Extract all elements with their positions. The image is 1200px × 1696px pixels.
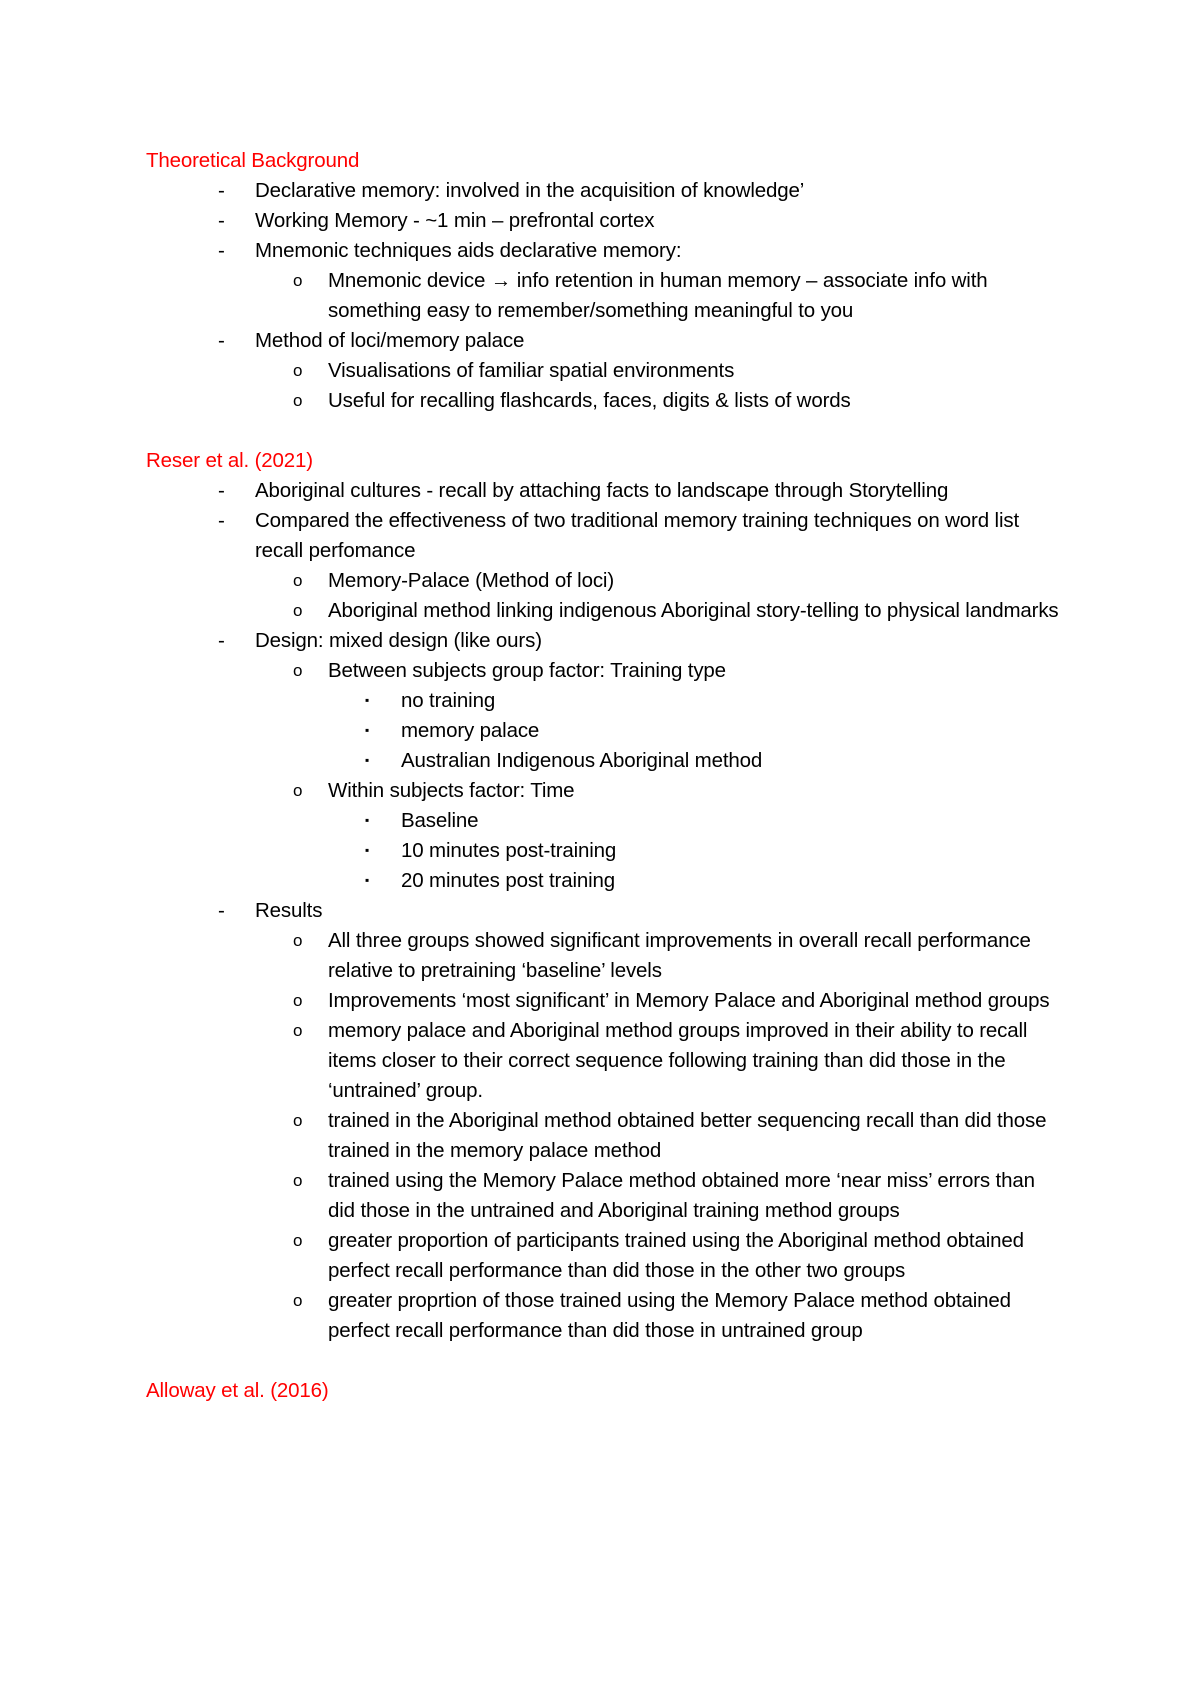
- dash-bullet: -: [218, 209, 225, 232]
- circle-bullet: o: [293, 781, 303, 800]
- list-item-text: memory palace: [401, 719, 540, 742]
- list-item: [146, 386, 1066, 416]
- document-page: [146, 146, 1066, 1406]
- square-bullet: ▪: [365, 813, 370, 827]
- list-item: [146, 1016, 1066, 1106]
- list-item: [146, 866, 1066, 896]
- list-item-text: Aboriginal method linking indigenous Aboriginal story-telling to physical landmarks: [328, 599, 1059, 622]
- section-heading-theoretical-background: Theoretical Background: [146, 149, 360, 172]
- circle-bullet: o: [293, 991, 303, 1010]
- list-item: [146, 476, 1066, 506]
- list-item-text: Between subjects group factor: Training type: [328, 659, 726, 682]
- list-item-text: memory palace and Aboriginal method groups improved in their ability to recall items closer to their correct sequence following training than did those in the ‘untrained’ group.: [328, 1019, 1028, 1102]
- dash-bullet: -: [218, 239, 225, 262]
- circle-bullet: o: [293, 1291, 303, 1310]
- list-item: [146, 236, 1066, 266]
- paragraph-gap: [146, 1346, 1066, 1376]
- paragraph-gap: [146, 416, 1066, 446]
- list-item-text: 20 minutes post training: [401, 869, 616, 892]
- circle-bullet: o: [293, 661, 303, 680]
- list-item: [146, 776, 1066, 806]
- square-bullet: ▪: [365, 753, 370, 767]
- list-item: [146, 896, 1066, 926]
- list-item-text: Aboriginal cultures - recall by attaching facts to landscape through Storytelling: [255, 479, 949, 502]
- circle-bullet: o: [293, 1231, 303, 1250]
- circle-bullet: o: [293, 271, 303, 290]
- square-bullet: ▪: [365, 723, 370, 737]
- list-item-text: All three groups showed significant improvements in overall recall performance relative to pretraining ‘baseline’ levels: [328, 929, 1031, 982]
- list-item: [146, 1106, 1066, 1166]
- square-bullet: ▪: [365, 873, 370, 887]
- list-item: [146, 746, 1066, 776]
- list-item-text: trained using the Memory Palace method obtained more ‘near miss’ errors than did those in the untrained and Aboriginal training method groups: [328, 1169, 1035, 1222]
- list-item: [146, 716, 1066, 746]
- list-item-text: Within subjects factor: Time: [328, 779, 575, 802]
- list-item-text: 10 minutes post-training: [401, 839, 617, 862]
- list-item-text: Memory-Palace (Method of loci): [328, 569, 615, 592]
- section-heading-reser-2021: Reser et al. (2021): [146, 449, 313, 472]
- circle-bullet: o: [293, 361, 303, 380]
- list-item-text: Working Memory - ~1 min – prefrontal cortex: [255, 209, 655, 232]
- list-item: [146, 656, 1066, 686]
- list-item: [146, 836, 1066, 866]
- dash-bullet: -: [218, 479, 225, 502]
- list-item: [146, 1226, 1066, 1286]
- list-item-text: greater proprtion of those trained using the Memory Palace method obtained perfect recall performance than did those in untrained group: [328, 1289, 1011, 1342]
- list-item-text: Visualisations of familiar spatial environments: [328, 359, 735, 382]
- list-item: [146, 356, 1066, 386]
- list-item: [146, 806, 1066, 836]
- list-item: [146, 926, 1066, 986]
- list-item-text: Method of loci/memory palace: [255, 329, 525, 352]
- circle-bullet: o: [293, 1111, 303, 1130]
- list-item-text: info retention in human memory – associate info with something easy to remember/something meaningful to you: [328, 269, 988, 322]
- list-item-text: greater proportion of participants trained using the Aboriginal method obtained perfect recall performance than did those in the other two groups: [328, 1229, 1024, 1282]
- list-item: [146, 986, 1066, 1016]
- list-item-text: Australian Indigenous Aboriginal method: [401, 749, 763, 772]
- list-item: [146, 506, 1066, 566]
- list-item-text: Declarative memory: involved in the acquisition of knowledge’: [255, 179, 805, 202]
- circle-bullet: o: [293, 1171, 303, 1190]
- dash-bullet: -: [218, 899, 225, 922]
- dash-bullet: -: [218, 329, 225, 352]
- list-item-text: Results: [255, 899, 323, 922]
- list-item: [146, 1166, 1066, 1226]
- circle-bullet: o: [293, 391, 303, 410]
- right-arrow-icon: →: [490, 269, 512, 292]
- section-heading-alloway-2016: Alloway et al. (2016): [146, 1379, 329, 1402]
- square-bullet: ▪: [365, 693, 370, 707]
- square-bullet: ▪: [365, 843, 370, 857]
- list-item-text: Compared the effectiveness of two traditional memory training techniques on word list recall perfomance: [255, 509, 1019, 562]
- circle-bullet: o: [293, 571, 303, 590]
- list-item-text: no training: [401, 689, 496, 712]
- circle-bullet: o: [293, 1021, 303, 1040]
- list-item: [146, 266, 1066, 326]
- list-item: [146, 176, 1066, 206]
- list-item-text: Mnemonic techniques aids declarative memory:: [255, 239, 682, 262]
- list-item-text: trained in the Aboriginal method obtained better sequencing recall than did those trained in the memory palace method: [328, 1109, 1047, 1162]
- list-item: [146, 1286, 1066, 1346]
- list-item: [146, 566, 1066, 596]
- list-item-text: Mnemonic device: [328, 269, 491, 292]
- dash-bullet: -: [218, 629, 225, 652]
- list-item-text: Design: mixed design (like ours): [255, 629, 542, 652]
- list-item: [146, 206, 1066, 236]
- list-item-text: Improvements ‘most significant’ in Memory Palace and Aboriginal method groups: [328, 989, 1050, 1012]
- list-item: [146, 596, 1066, 626]
- dash-bullet: -: [218, 509, 225, 532]
- circle-bullet: o: [293, 601, 303, 620]
- list-item: [146, 326, 1066, 356]
- list-item: [146, 686, 1066, 716]
- dash-bullet: -: [218, 179, 225, 202]
- list-item-text: Useful for recalling flashcards, faces, digits & lists of words: [328, 389, 851, 412]
- circle-bullet: o: [293, 931, 303, 950]
- list-item-text: Baseline: [401, 809, 479, 832]
- list-item: [146, 626, 1066, 656]
